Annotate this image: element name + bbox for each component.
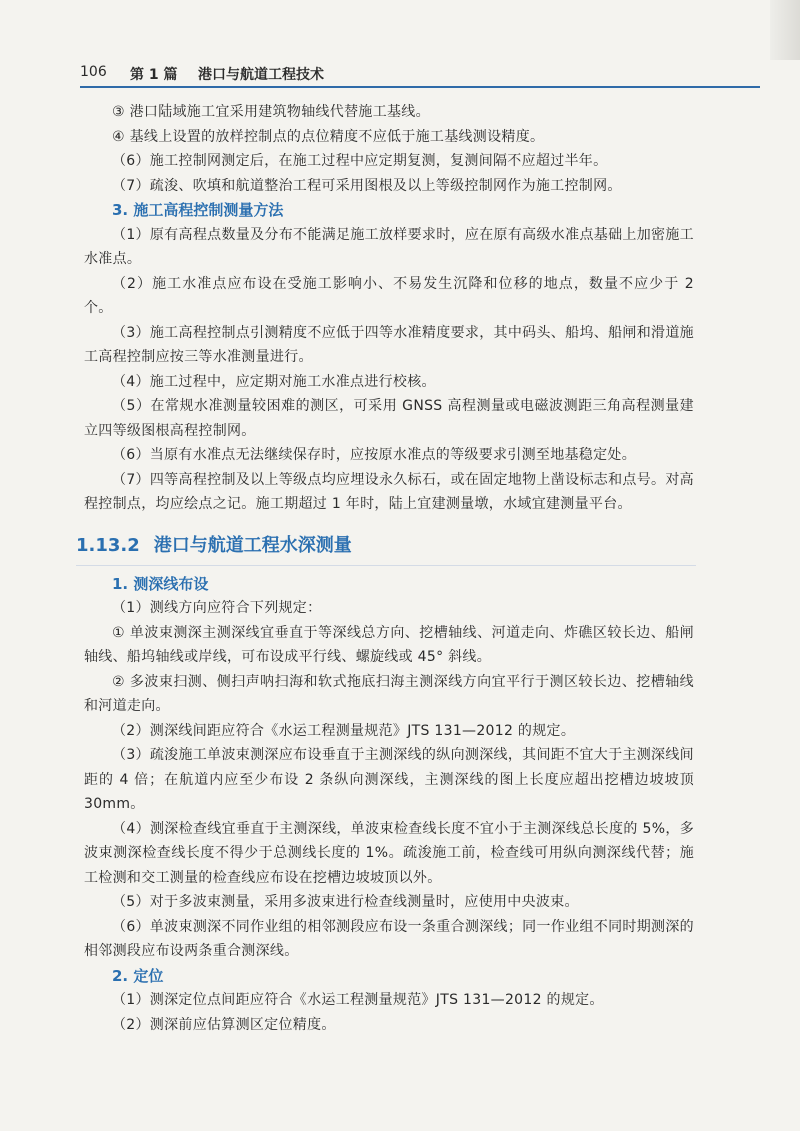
paragraph: （1）原有高程点数量及分布不能满足施工放样要求时，应在原有高级水准点基础上加密施工水准点。 bbox=[84, 226, 694, 267]
header-title: 港口与航道工程技术 bbox=[198, 67, 324, 83]
paragraph: （2）测深前应估算测区定位精度。 bbox=[112, 1016, 336, 1033]
paragraph: ③ 港口陆域施工宜采用建筑物轴线代替施工基线。 bbox=[112, 104, 430, 120]
paragraph: （1）测深定位点间距应符合《水运工程测量规范》JTS 131—2012 的规定。 bbox=[112, 992, 604, 1008]
paragraph: ② 多波束扫测、侧扫声呐扫海和软式拖底扫海主测深线方向宜平行于测区较长边、挖槽轴线和河道走向。 bbox=[84, 673, 694, 714]
paragraph: （5）在常规水准测量较困难的测区，可采用 GNSS 高程测量或电磁波测距三角高程测量建立四等级图根高程控制网。 bbox=[84, 398, 694, 439]
paragraph: （6）当原有水准点无法继续保存时，应按原水准点的等级要求引测至地基稳定处。 bbox=[112, 447, 637, 463]
paragraph: （7）疏浚、吹填和航道整治工程可采用图根及以上等级控制网作为施工控制网。 bbox=[112, 177, 622, 194]
paragraph: （3）施工高程控制点引测精度不应低于四等水准精度要求，其中码头、船坞、船闸和滑道施工高程控制应按三等水准测量进行。 bbox=[84, 324, 694, 365]
running-header bbox=[80, 60, 760, 88]
paragraph: （6）单波束测深不同作业组的相邻测段应布设一条重合测深线；同一作业组不同时期测深的相邻测段应布设两条重合测深线。 bbox=[84, 918, 694, 959]
section-title: 港口与航道工程水深测量 bbox=[153, 534, 352, 556]
subheading-elevation-control: 3. 施工高程控制测量方法 bbox=[112, 201, 284, 219]
section-number: 1.13.2 bbox=[76, 534, 140, 556]
paragraph: （1）测线方向应符合下列规定： bbox=[112, 600, 322, 616]
page-edge-shadow bbox=[770, 0, 800, 60]
paragraph: （4）测深检查线宜垂直于主测深线，单波束检查线长度不宜小于主测深线总长度的 5%，多波束测深检查线长度不得少于总测线长度的 1%。疏浚施工前，检查线可用纵向测深线代替；施工检测和交工测量的检查线应布设在挖槽边坡坡顶以外。 bbox=[84, 820, 694, 886]
subheading-sounding-lines: 1. 测深线布设 bbox=[112, 574, 209, 593]
paragraph: （4）施工过程中，应定期对施工水准点进行校核。 bbox=[112, 373, 436, 390]
paragraph: ④ 基线上设置的放样控制点的点位精度不应低于施工基线测设精度。 bbox=[112, 128, 545, 145]
part-label: 第 1 篇 bbox=[130, 67, 178, 83]
subheading-positioning: 2. 定位 bbox=[112, 966, 164, 985]
paragraph: （2）测深线间距应符合《水运工程测量规范》JTS 131—2012 的规定。 bbox=[112, 722, 576, 739]
header-rule bbox=[80, 86, 760, 88]
page-body bbox=[76, 100, 694, 1037]
paragraph: （7）四等高程控制及以上等级点均应埋设永久标石，或在固定地物上凿设标志和点号。对高程控制点，均应绘点之记。施工期超过 1 年时，陆上宜建测量墩，水域宜建测量平台。 bbox=[84, 471, 694, 512]
paragraph: ① 单波束测深主测深线宜垂直于等深线总方向、挖槽轴线、河道走向、炸礁区较长边、船闸轴线、船坞轴线或岸线，可布设成平行线、螺旋线或 45° 斜线。 bbox=[84, 624, 694, 665]
paragraph: （6）施工控制网测定后，在施工过程中应定期复测，复测间隔不应超过半年。 bbox=[112, 153, 608, 169]
paragraph: （3）疏浚施工单波束测深应布设垂直于主测深线的纵向测深线，其间距不宜大于主测深线间距的 4 倍；在航道内应至少布设 2 条纵向测深线，主测深线的图上长度应超出挖槽边坡坡顶 30mm。 bbox=[84, 747, 694, 812]
page-number: 106 bbox=[80, 64, 107, 80]
paragraph: （2）施工水准点应布设在受施工影响小、不易发生沉降和位移的地点，数量不应少于 2 个。 bbox=[84, 275, 694, 316]
paragraph: （5）对于多波束测量，采用多波束进行检查线测量时，应使用中央波束。 bbox=[112, 894, 579, 910]
section-heading bbox=[76, 531, 696, 566]
